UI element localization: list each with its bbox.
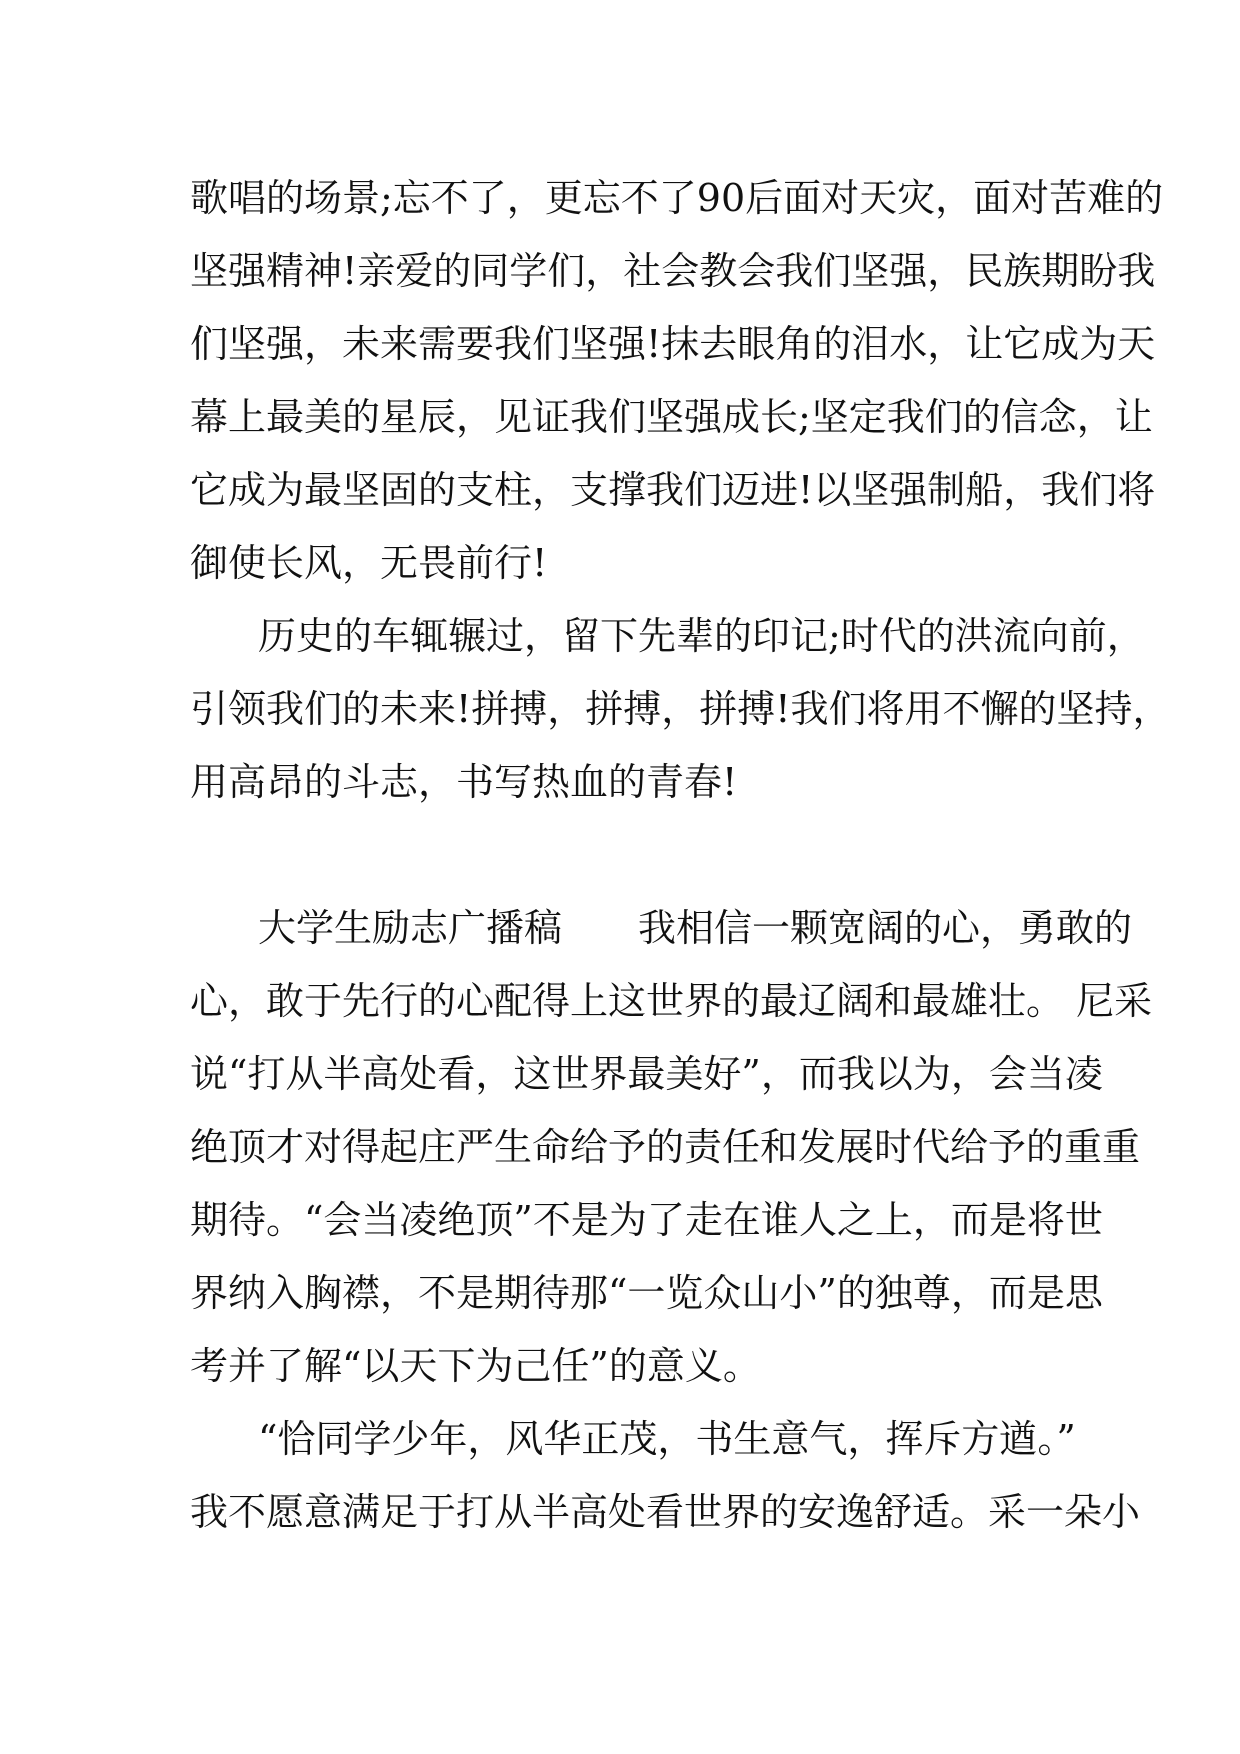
text-line: 界纳入胸襟，不是期待那“一览众山小”的独尊，而是思 [190,1271,1103,1315]
text-line: 御使长风，无畏前行! [190,541,548,585]
section-heading-line: 大学生励志广播稿 我相信一颗宽阔的心，勇敢的 [258,906,1133,950]
text-line: 绝顶才对得起庄严生命给予的责任和发展时代给予的重重 [190,1125,1141,1169]
text-line: 它成为最坚固的支柱，支撑我们迈进!以坚强制船，我们将 [190,468,1156,512]
text-line: 心，敢于先行的心配得上这世界的最辽阔和最雄壮。 尼采 [190,979,1153,1023]
text-line: 们坚强，未来需要我们坚强!抹去眼角的泪水，让它成为天 [190,322,1156,366]
text-line: 幕上最美的星辰，见证我们坚强成长;坚定我们的信念，让 [190,395,1153,439]
paragraph-first-line: 历史的车辄辗过，留下先辈的印记;时代的洪流向前， [258,614,1145,658]
text-line: 用高昂的斗志，书写热血的青春! [190,760,738,804]
text-line: 说“打从半高处看，这世界最美好”，而我以为，会当凌 [190,1052,1103,1096]
text-line: 期待。“会当凌绝顶”不是为了走在谁人之上，而是将世 [190,1198,1103,1242]
text-line: 歌唱的场景;忘不了，更忘不了90后面对天灾，面对苦难的 [190,176,1164,220]
text-line: 引领我们的未来!拼搏，拼搏，拼搏!我们将用不懈的坚持， [190,687,1171,731]
paragraph-first-line: “恰同学少年，风华正茂，书生意气，挥斥方遒。” [258,1417,1076,1461]
text-line: 坚强精神!亲爱的同学们，社会教会我们坚强，民族期盼我 [190,249,1156,293]
text-line: 考并了解“以天下为己任”的意义。 [190,1344,761,1388]
text-line: 我不愿意满足于打从半高处看世界的安逸舒适。采一朵小 [190,1490,1141,1534]
